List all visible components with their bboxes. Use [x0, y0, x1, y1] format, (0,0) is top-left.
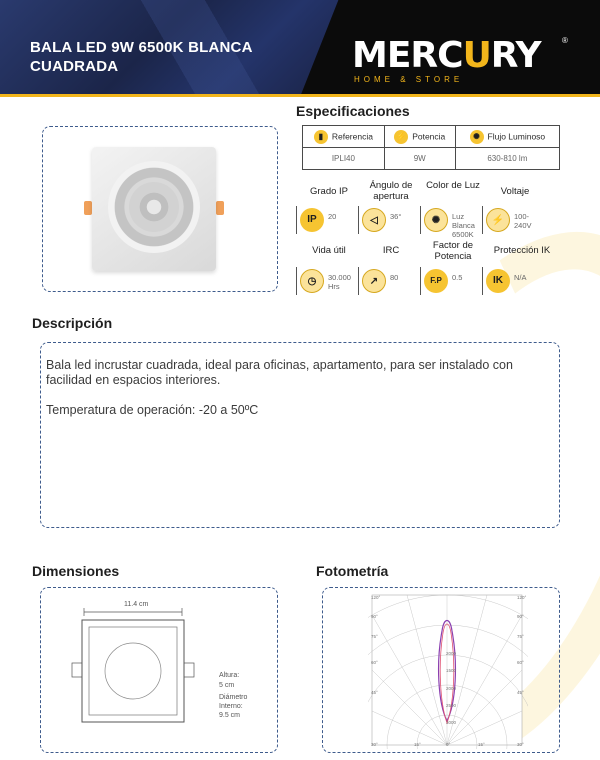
specs-value-flux: 630-810 lm — [455, 148, 559, 170]
spec-ik — [482, 245, 562, 286]
specs-table-header — [303, 126, 560, 148]
specs-header-power: ⚡ Potencia — [384, 126, 455, 148]
inner-circle — [105, 643, 161, 699]
polar-left-angle: 30° — [371, 742, 378, 747]
polar-bottom-angle: 15° — [414, 742, 421, 747]
specs-title: Especificaciones — [296, 103, 410, 119]
polar-bottom-angle: 0° — [446, 742, 451, 747]
ip-icon: IP — [300, 208, 324, 232]
spec-ip-label: Grado IP — [309, 186, 349, 197]
spec-angle-value: 36° — [390, 212, 402, 221]
spec-life — [296, 245, 362, 291]
spec-ik-value: N/A — [514, 273, 527, 282]
operating-temperature: Temperatura de operación: -20 a 50ºC — [46, 403, 259, 417]
product-title: BALA LED 9W 6500K BLANCA CUADRADA — [30, 39, 253, 75]
polar-right-angle: 45° — [517, 690, 524, 695]
polar-left-angle: 120° — [371, 595, 381, 600]
spec-ik-label: Protección IK — [493, 245, 551, 256]
spring-clip-right — [216, 201, 224, 215]
height-label: Altura: — [219, 672, 240, 679]
spec-angle — [358, 180, 424, 226]
bulb-icon: ✺ — [470, 130, 484, 144]
spec-voltage-value: 100-240V — [514, 212, 532, 230]
diameter-value: 9.5 cm — [219, 712, 241, 719]
header-gold-line — [0, 94, 600, 97]
specs-table-values — [303, 148, 560, 170]
photometry-title: Fotometría — [316, 563, 389, 579]
spec-irc-label: IRC — [382, 245, 400, 256]
clip-right — [184, 663, 194, 677]
spec-life-value: 30.000 Hrs — [328, 273, 351, 291]
polar-left-angle: 60° — [371, 660, 378, 665]
polar-radial-value: 2500 — [446, 703, 457, 708]
specs-table — [302, 125, 560, 170]
logo-wordmark: MERCURY — [352, 35, 541, 76]
inner-square — [89, 627, 177, 715]
clip-left — [72, 663, 82, 677]
specs-header-reference: ▮ Referencia — [303, 126, 385, 148]
polar-left-angle: 90° — [371, 614, 378, 619]
outer-square — [82, 620, 184, 722]
spec-pf — [420, 240, 486, 285]
spec-pf-value: 0.5 — [452, 273, 463, 282]
polar-radial-value: 2000 — [446, 686, 457, 691]
specs-value-power: 9W — [384, 148, 455, 170]
spec-life-label: Vida útil — [312, 245, 346, 256]
specs-value-reference: IPLI40 — [303, 148, 385, 170]
spec-pf-label: Factor de Potencia — [432, 240, 474, 262]
spec-ip-value: 20 — [328, 212, 337, 221]
polar-left-angle: 45° — [371, 690, 378, 695]
dimensions-title: Dimensiones — [32, 563, 120, 579]
polar-radial-value: 2000 — [446, 651, 457, 656]
spec-irc — [358, 245, 424, 287]
ik-icon: IK — [486, 269, 510, 293]
polar-radial-value: 1500 — [446, 668, 457, 673]
product-image — [84, 141, 224, 273]
dimensions-drawing — [60, 600, 210, 730]
spec-irc-value: 80 — [390, 273, 399, 282]
width-label: 11.4 cm — [124, 601, 149, 608]
height-value: 5 cm — [219, 682, 235, 689]
polar-right-angle: 90° — [517, 614, 524, 619]
polar-right-angle: 60° — [517, 660, 524, 665]
description-title: Descripción — [32, 315, 113, 331]
polar-right-angle: 120° — [517, 595, 527, 600]
clock-icon: ◷ — [300, 269, 324, 293]
light-color-icon: ✺ — [424, 208, 448, 232]
polar-right-angle: 30° — [517, 742, 524, 747]
brand-logo — [352, 36, 572, 90]
specs-header-flux: ✺ Flujo Luminoso — [455, 126, 559, 148]
spec-color-value: Luz Blanca 6500K — [452, 212, 475, 239]
spec-angle-label: Ángulo de apertura — [369, 180, 413, 202]
light-lens — [129, 182, 179, 232]
angle-icon: ◁ — [362, 208, 386, 232]
bolt-icon: ⚡ — [394, 130, 408, 144]
polar-bottom-angle: 15° — [478, 742, 485, 747]
polar-right-angle: 75° — [517, 634, 524, 639]
logo-registered: ® — [562, 36, 568, 45]
voltage-icon: ⚡ — [486, 208, 510, 232]
description-paragraph: Bala led incrustar cuadrada, ideal para oficinas, apartamento, para ser instalado con facilidad en espacios interiores. — [46, 358, 513, 387]
spec-voltage-label: Voltaje — [500, 186, 530, 197]
logo-subtitle: HOME & STORE — [354, 75, 464, 84]
power-factor-icon: F.P — [424, 269, 448, 293]
spec-voltage — [482, 186, 548, 230]
polar-left-angle: 75° — [371, 634, 378, 639]
lock-icon: ▮ — [314, 130, 328, 144]
polar-radial-value: 3000 — [446, 720, 457, 725]
spec-color-label: Color de Luz — [426, 180, 480, 191]
description-body — [46, 358, 516, 433]
diameter-label: Diámetro Interno: — [219, 694, 248, 710]
spec-ip — [296, 186, 362, 225]
spring-clip-left — [84, 201, 92, 215]
irc-gauge-icon: ↗ — [362, 269, 386, 293]
spec-color — [420, 180, 486, 239]
